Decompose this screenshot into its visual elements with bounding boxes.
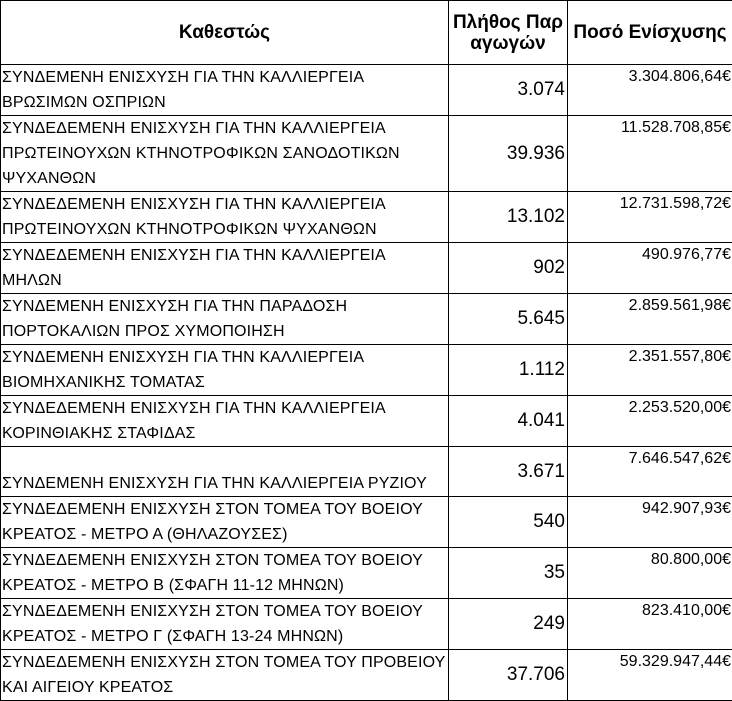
amount-cell: 2.253.520,00€ bbox=[568, 396, 732, 447]
regime-cell: ΣΥΝΔΕΔΕΜΕΝΗ ΕΝΙΣΧΥΣΗ ΣΤΟΝ ΤΟΜΕΑ ΤΟΥ ΒΟΕΙΟΥ ΚΡΕΑΤΟΣ - ΜΕΤΡΟ Γ (ΣΦΑΓΗ 13-24 ΜΗΝΩΝ) bbox=[1, 599, 449, 650]
producers-cell: 540 bbox=[449, 497, 568, 548]
amount-cell: 2.859.561,98€ bbox=[568, 294, 732, 345]
table-row bbox=[1, 243, 732, 294]
table-row bbox=[1, 396, 732, 447]
amount-cell: 3.304.806,64€ bbox=[568, 65, 732, 116]
regime-cell: ΣΥΝΔΕΔΕΜΕΝΗ ΕΝΙΣΧΥΣΗ ΓΙΑ ΤΗΝ ΚΑΛΛΙΕΡΓΕΙΑ ΚΟΡΙΝΘΙΑΚΗΣ ΣΤΑΦΙΔΑΣ bbox=[1, 396, 449, 447]
amount-cell: 80.800,00€ bbox=[568, 548, 732, 599]
table-row bbox=[1, 548, 732, 599]
regime-cell: ΣΥΝΔΕΜΕΝΗ ΕΝΙΣΧΥΣΗ ΓΙΑ ΤΗΝ ΚΑΛΛΙΕΡΓΕΙΑ ΒΙΟΜΗΧΑΝΙΚΗΣ ΤΟΜΑΤΑΣ bbox=[1, 345, 449, 396]
table-row bbox=[1, 497, 732, 548]
producers-cell: 35 bbox=[449, 548, 568, 599]
header-row bbox=[1, 1, 732, 65]
producers-cell: 39.936 bbox=[449, 116, 568, 192]
regime-cell: ΣΥΝΔΕΔΕΜΕΝΗ ΕΝΙΣΧΥΣΗ ΣΤΟΝ ΤΟΜΕΑ ΤΟΥ ΒΟΕΙΟΥ ΚΡΕΑΤΟΣ - ΜΕΤΡΟ Α (ΘΗΛΑΖΟΥΣΕΣ) bbox=[1, 497, 449, 548]
table-row bbox=[1, 116, 732, 192]
amount-cell: 11.528.708,85€ bbox=[568, 116, 732, 192]
producers-cell: 37.706 bbox=[449, 650, 568, 701]
amount-cell: 12.731.598,72€ bbox=[568, 192, 732, 243]
amount-cell: 942.907,93€ bbox=[568, 497, 732, 548]
table-row bbox=[1, 650, 732, 701]
regime-cell: ΣΥΝΔΕΔΕΜΕΝΗ ΕΝΙΣΧΥΣΗ ΓΙΑ ΤΗΝ ΚΑΛΛΙΕΡΓΕΙΑ ΜΗΛΩΝ bbox=[1, 243, 449, 294]
amount-cell: 2.351.557,80€ bbox=[568, 345, 732, 396]
producers-cell: 3.671 bbox=[449, 447, 568, 497]
header-regime: Καθεστώς bbox=[1, 1, 449, 65]
producers-cell: 249 bbox=[449, 599, 568, 650]
regime-cell: ΣΥΝΔΕΔΕΜΕΝΗ ΕΝΙΣΧΥΣΗ ΓΙΑ ΤΗΝ ΚΑΛΛΙΕΡΓΕΙΑ ΠΡΩΤΕΙΝΟΥΧΩΝ ΚΤΗΝΟΤΡΟΦΙΚΩΝ ΨΥΧΑΝΘΩΝ bbox=[1, 192, 449, 243]
table-row bbox=[1, 345, 732, 396]
amount-cell: 823.410,00€ bbox=[568, 599, 732, 650]
table-row bbox=[1, 192, 732, 243]
producers-cell: 13.102 bbox=[449, 192, 568, 243]
table-row bbox=[1, 599, 732, 650]
regime-cell: ΣΥΝΔΕΔΕΜΕΝΗ ΕΝΙΣΧΥΣΗ ΣΤΟΝ ΤΟΜΕΑ ΤΟΥ ΠΡΟΒΕΙΟΥ ΚΑΙ ΑΙΓΕΙΟΥ ΚΡΕΑΤΟΣ bbox=[1, 650, 449, 701]
header-amount: Ποσό Ενίσχυσης bbox=[568, 1, 732, 65]
table-row bbox=[1, 294, 732, 345]
regime-cell: ΣΥΝΔΕΔΕΜΕΝΗ ΕΝΙΣΧΥΣΗ ΣΤΟΝ ΤΟΜΕΑ ΤΟΥ ΒΟΕΙΟΥ ΚΡΕΑΤΟΣ - ΜΕΤΡΟ Β (ΣΦΑΓΗ 11-12 ΜΗΝΩΝ) bbox=[1, 548, 449, 599]
amount-cell: 7.646.547,62€ bbox=[568, 447, 732, 497]
regime-cell: ΣΥΝΔΕΜΕΝΗ ΕΝΙΣΧΥΣΗ ΓΙΑ ΤΗΝ ΚΑΛΛΙΕΡΓΕΙΑ ΡΥΖΙΟΥ bbox=[1, 447, 449, 497]
table-row bbox=[1, 65, 732, 116]
producers-cell: 4.041 bbox=[449, 396, 568, 447]
regime-cell: ΣΥΝΔΕΔΕΜΕΝΗ ΕΝΙΣΧΥΣΗ ΓΙΑ ΤΗΝ ΚΑΛΛΙΕΡΓΕΙΑ ΠΡΩΤΕΙΝΟΥΧΩΝ ΚΤΗΝΟΤΡΟΦΙΚΩΝ ΣΑΝΟΔΟΤΙΚΩΝ ΨΥΧΑΝΘΩΝ bbox=[1, 116, 449, 192]
producers-cell: 1.112 bbox=[449, 345, 568, 396]
amount-cell: 490.976,77€ bbox=[568, 243, 732, 294]
table-row bbox=[1, 447, 732, 497]
producers-cell: 902 bbox=[449, 243, 568, 294]
regime-cell: ΣΥΝΔΕΜΕΝΗ ΕΝΙΣΧΥΣΗ ΓΙΑ ΤΗΝ ΠΑΡΑΔΟΣΗ ΠΟΡΤΟΚΑΛΙΩΝ ΠΡΟΣ ΧΥΜΟΠΟΙΗΣΗ bbox=[1, 294, 449, 345]
producers-cell: 5.645 bbox=[449, 294, 568, 345]
producers-cell: 3.074 bbox=[449, 65, 568, 116]
amount-cell: 59.329.947,44€ bbox=[568, 650, 732, 701]
header-producers: Πλήθος Παραγωγών bbox=[449, 1, 568, 65]
regime-cell: ΣΥΝΔΕΜΕΝΗ ΕΝΙΣΧΥΣΗ ΓΙΑ ΤΗΝ ΚΑΛΛΙΕΡΓΕΙΑ ΒΡΩΣΙΜΩΝ ΟΣΠΡΙΩΝ bbox=[1, 65, 449, 116]
